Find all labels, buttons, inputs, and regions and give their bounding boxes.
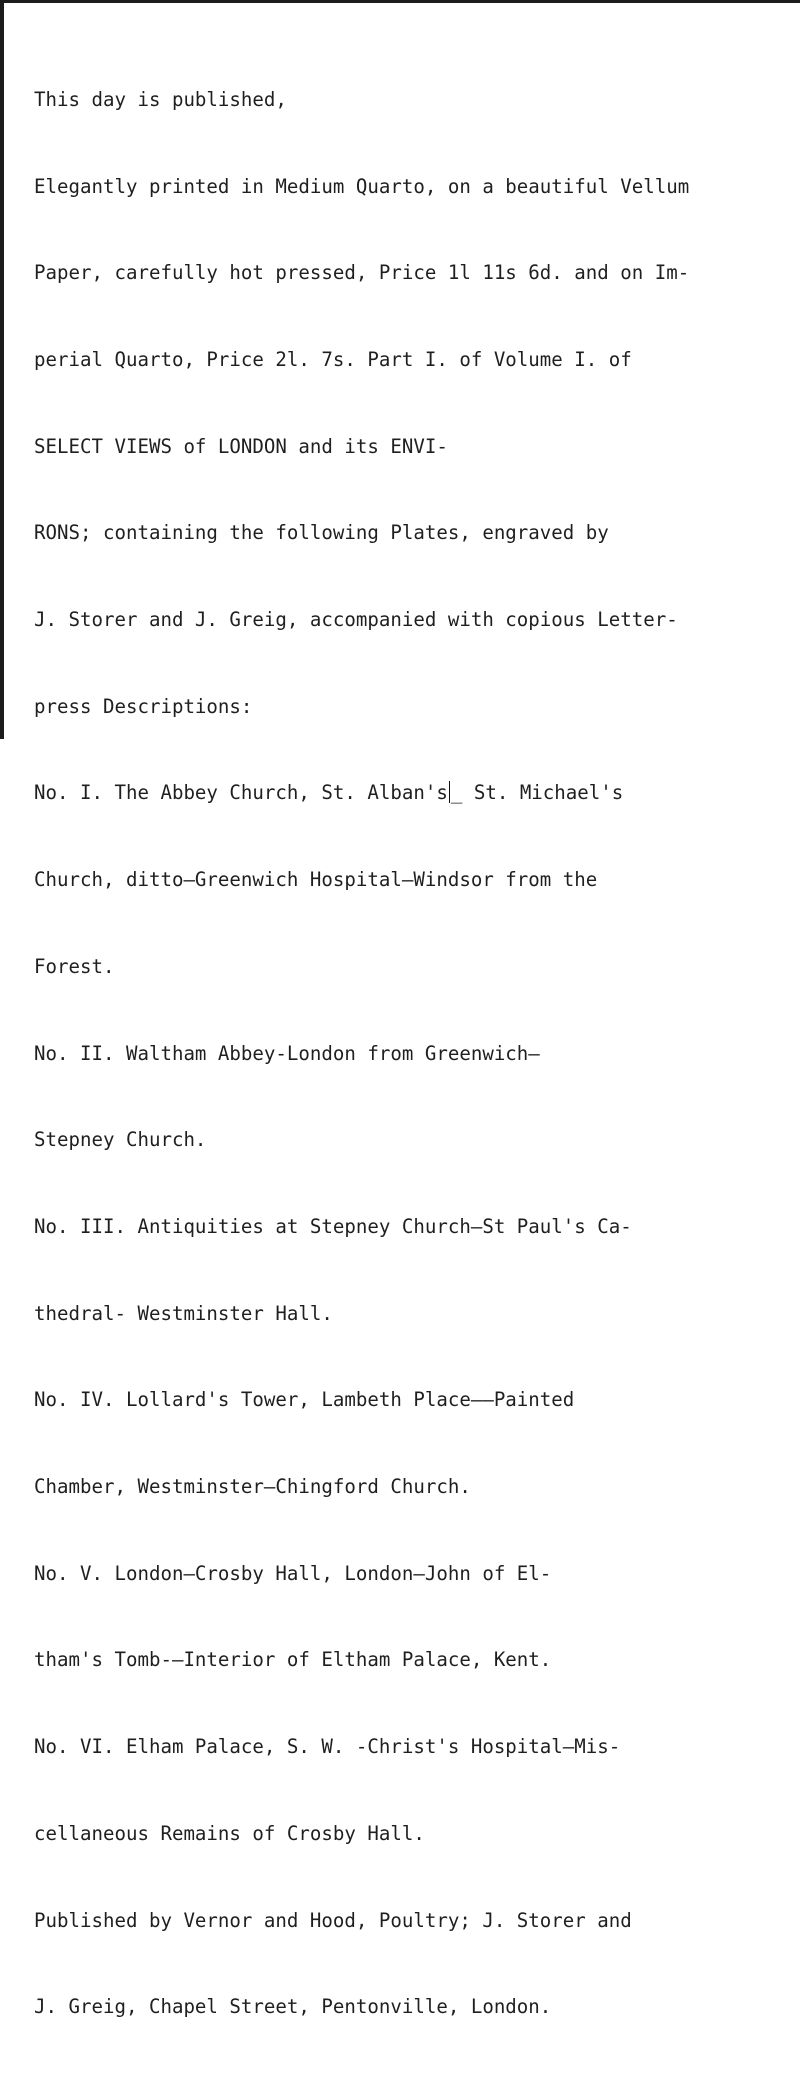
text-line: J. Storer and J. Greig, accompanied with copious Letter- (34, 608, 678, 632)
text-line-with-caret (34, 779, 794, 808)
text-cursor (449, 781, 450, 803)
text-line: No. V. London—Crosby Hall, London—John of El- (34, 1561, 552, 1585)
text-line: Chamber, Westminster—Chingford Church. (34, 1475, 471, 1499)
text-line: SELECT VIEWS of LONDON and its ENVI- (34, 434, 448, 458)
text-line: This day is published, (34, 87, 287, 111)
text-line: Church, ditto—Greenwich Hospital—Windsor from the (34, 868, 598, 892)
text-segment: _ St. Michael's (450, 781, 624, 805)
text-line: cellaneous Remains of Crosby Hall. (34, 1821, 425, 1845)
text-line: No. IV. Lollard's Tower, Lambeth Place——Painted (34, 1388, 575, 1412)
text-line: RONS; containing the following Plates, engraved by (34, 521, 609, 545)
text-line: Published by Vernor and Hood, Poultry; J. Storer and (34, 1908, 632, 1932)
text-line: No. III. Antiquities at Stepney Church—St Paul's Ca- (34, 1214, 632, 1238)
text-segment: No. I. The Abbey Church, St. Alban's (34, 781, 448, 805)
text-line: Elegantly printed in Medium Quarto, on a beautiful Vellum (34, 174, 690, 198)
text-line: Forest. (34, 954, 115, 978)
document-text-area[interactable] (34, 28, 794, 2080)
text-line: J. Greig, Chapel Street, Pentonville, London. (34, 1995, 552, 2019)
text-line: No. VI. Elham Palace, S. W. -Christ's Hospital—Mis- (34, 1735, 621, 1759)
text-line: tham's Tomb-—Interior of Eltham Palace, Kent. (34, 1648, 552, 1672)
text-line: Stepney Church. (34, 1128, 207, 1152)
text-line: perial Quarto, Price 2l. 7s. Part I. of Volume I. of (34, 347, 632, 371)
text-line: thedral- Westminster Hall. (34, 1301, 333, 1325)
text-line: Paper, carefully hot pressed, Price 1l 11s 6d. and on Im- (34, 261, 690, 285)
text-line: No. II. Waltham Abbey-London from Greenwich— (34, 1041, 540, 1065)
text-line: press Descriptions: (34, 694, 253, 718)
